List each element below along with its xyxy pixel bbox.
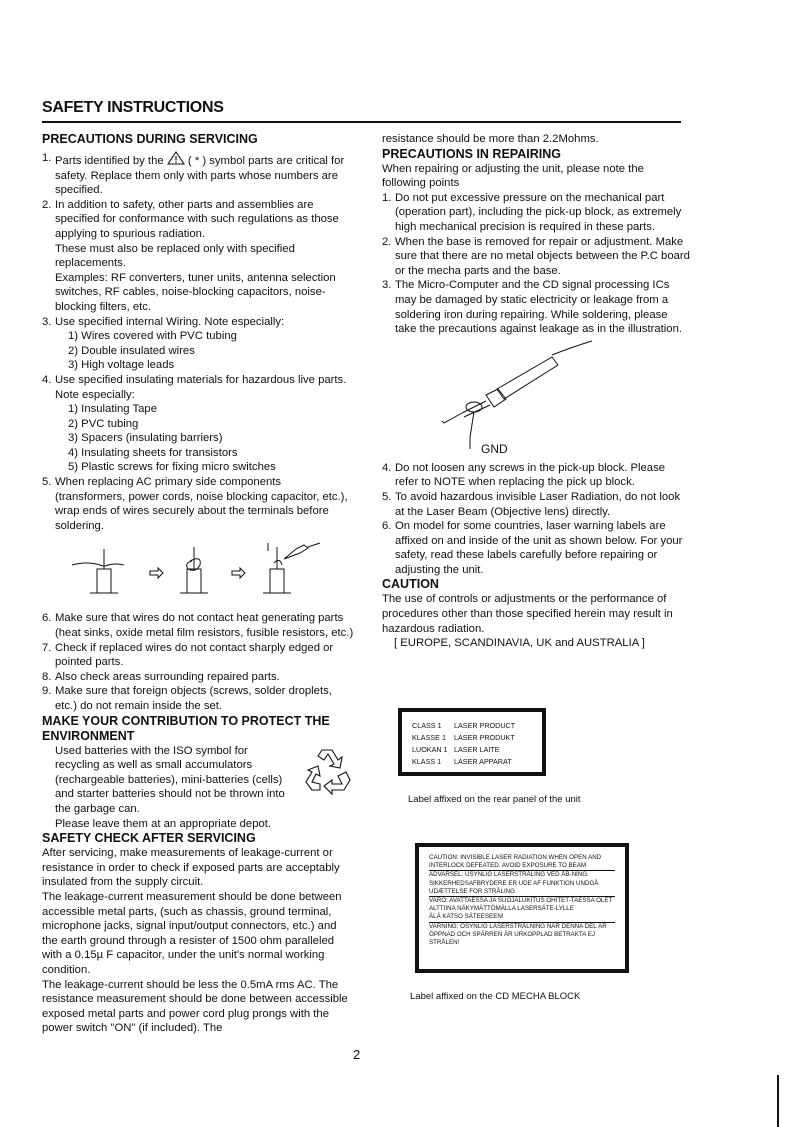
label2-caption: Label affixed on the CD MECHA BLOCK bbox=[410, 991, 581, 1002]
page-number: 2 bbox=[353, 1047, 361, 1062]
servicing-item-6: 6. Make sure that wires do not contact heat generating parts (heat sinks, oxide metal film resistors, fusible resistors, etc.) bbox=[42, 612, 354, 640]
repair-item-5: 5. To avoid hazardous invisible Laser Radiation, do not look at the Laser Beam (Objective lens) directly. bbox=[382, 490, 681, 518]
servicing-item-1: 1. Parts identified by the ( * ) symbol parts are critical for safety. Replace them only with parts whose numbers are specified. bbox=[42, 152, 345, 197]
label1-caption: Label affixed on the rear panel of the unit bbox=[408, 794, 581, 805]
left-column: PRECAUTIONS DURING SERVICING 1. Parts identified by the ( * ) symbol parts are critical for safety. Replace them only with parts whose numbers are specified. 2. In addition to safety, other parts and assemblies are specified for conformance with such regulations as those applying to spurious radiation. These must also be replaced only with specified replacements. Examples: RF converters, tuner units, antenna selection switches, RF cables, noise-blocking capacitors, noise-blocking filters, etc. 3. Use specified internal Wiring. Note especially: 1) Wires covered with PVC tubing 2) Double insulated wires 3) High voltage leads 4. Use specified insulating materials for hazardous live parts. Note especially: 1) Insulating Tape 2) PVC tubing 3) Spacers (insulating barriers) 4) Insulating sheets for transistors 5) Plastic screws for fixing micro switches 5. When replacing AC primary side components (transformers, power cords, noise blocking capacitor, etc.), wrap ends of wires securely about the terminals before soldering. 6. Make sure that wires do not contact heat generating parts (heat sinks, oxide metal film resistors, fusible resistors, etc.) 7. Check if replaced wires do not contact sharply edged or pointed parts. 8. Also check areas surrounding repaired parts. 9. Make sure that foreign objects (screws, solder droplets, etc.) do not remain inside the set. MAKE YOUR CONTRIBUTION TO PROTECT THE ENVIRONMENT Used batteries with the ISO symbol for recycling as well as small accumulators (rechargeable batteries), mini-batteries (cells) and starter batteries should not be thrown into the garbage can. Please leave them at an appropriate depot. SAFETY CHECK AFTER SERVICING After servicing, make measurements of leakage-current or resistance in order to check if exposed parts are acceptably insulated from the supply circuit. The leakage-current measurement should be done between accessible metal parts, (such as chassis, ground terminal, microphone jacks, signal input/output connectors, etc.) and the earth ground through a resister of 1500 ohm paralleled with a 0.15µ F capacitor, under the unit's normal working condition. The leakage-current should be less the 0.5mA rms AC. The resistance measurement should be done between accessible exposed metal parts and power cord plug prongs with the power switch "ON" (if included). The bbox=[42, 132, 354, 1035]
repair-item-3: 3. The Micro-Computer and the CD signal processing ICs may be damaged by static electricity or leakage from a soldering iron during repairing. While soldering, please take the precautions against leakage as in the illustration. bbox=[382, 279, 682, 336]
wire-wrapping-illustration bbox=[42, 541, 354, 601]
servicing-item-5: 5. When replacing AC primary side components (transformers, power cords, noise blocking capacitor, etc.), wrap ends of wires securely about the terminals before soldering. bbox=[42, 476, 348, 532]
title-rule bbox=[42, 121, 681, 123]
servicing-item-4: 4. Use specified insulating materials for hazardous live parts. Note especially: 1) Insulating Tape 2) PVC tubing 3) Spacers (insulating barriers) 4) Insulating sheets for transistors 5) Plastic screws for fixing micro switches bbox=[42, 373, 347, 474]
servicing-item-7: 7. Check if replaced wires do not contact sharply edged or pointed parts. bbox=[42, 641, 334, 669]
margin-mark bbox=[777, 1075, 779, 1127]
label-row: KLASSE 1 LASER PRODUKT bbox=[412, 733, 515, 742]
label-row: KLASS 1 LASER APPARAT bbox=[412, 757, 512, 766]
laser-class-label bbox=[398, 708, 546, 776]
gnd-label: GND bbox=[481, 441, 508, 456]
servicing-item-3: 3. Use specified internal Wiring. Note especially: 1) Wires covered with PVC tubing 2) Double insulated wires 3) High voltage leads bbox=[42, 315, 285, 372]
repair-item-4: 4. Do not loosen any screws in the pick-up block. Please refer to NOTE when replacing the pick up block. bbox=[382, 461, 666, 489]
page-title: SAFETY INSTRUCTIONS bbox=[42, 99, 224, 116]
heading-servicing: PRECAUTIONS DURING SERVICING bbox=[42, 132, 258, 146]
right-column: resistance should be more than 2.2Mohms. PRECAUTIONS IN REPAIRING When repairing or adjusting the unit, please note the following points 1. Do not put excessive pressure on the mechanical part (operation part), including the pick-up block, as extremely high mechanical precision is required in these parts. 2. When the base is removed for repair or adjustment. Make sure that there are no metal objects between the P.C board or the mecha parts and the base. 3. The Micro-Computer and the CD signal processing ICs may be damaged by static electricity or leakage from a soldering iron during repairing. While soldering, please take the precautions against leakage as in the illustration. GND 4. Do not loosen any screws in the pick-up block. Please refer to NOTE when replacing the pick up block. 5. To avoid hazardous invisible Laser Radiation, do not look at the Laser Beam (Objective lens) directly. 6. On model for some countries, laser warning labels are affixed on and inside of the unit as shown below. For your safety, read these labels carefully before repairing or adjusting the unit. CAUTION The use of controls or adjustments or the performance of procedures other than those specified herein may result in hazardous radiation. [ EUROPE, SCANDINAVIA, UK and AUSTRALIA ] bbox=[382, 133, 690, 650]
repair-item-6: 6. On model for some countries, laser warning labels are affixed on and inside of the unit as shown below. For your safety, read these labels carefully before repairing or adjusting the unit. bbox=[382, 520, 683, 576]
heading-safety-check: SAFETY CHECK AFTER SERVICING bbox=[42, 831, 256, 846]
servicing-item-9: 9. Make sure that foreign objects (screws, solder droplets, etc.) do not remain inside the set. bbox=[42, 685, 332, 712]
regions-note: [ EUROPE, SCANDINAVIA, UK and AUSTRALIA ] bbox=[394, 637, 645, 650]
heading-environment: MAKE YOUR CONTRIBUTION TO PROTECT THE ENVIRONMENT bbox=[42, 713, 330, 743]
recycle-icon bbox=[302, 744, 354, 796]
laser-caution-label: CAUTION: INVISIBLE LASER RADIATION WHEN OPEN AND INTERLOCK DEFEATED. AVOID EXPOSURE TO BEAM ADVARSEL: USYNLIG LASERSTRÅLING VED ÅB-NING. SIKKERHEDSAFBRYDERE ER UDE AF FUNKTION UNDGÅ UDÆTTELSE FOR STRÅLING VARO: AVATTAESSA JA SUOJALUKITUS OHITET-TAESSA OLET ALTTIINA NÄKYMÄTTÖMÄLLA LASERSÄTE-LYLLE ÄLÄ KATSO SÄTEESEEN! VARNING: OSYNLIG LASERSTRÅLNING NÄR DENNA DEL ÄR ÖPPNAD OCH SPÄRREN ÄR URKOPPLAD BETRAKTA EJ STRÅLEN! bbox=[415, 843, 629, 973]
repair-item-2: 2. When the base is removed for repair or adjustment. Make sure that there are no metal objects between the P.C board or the mecha parts and the base. bbox=[382, 235, 690, 277]
heading-repairing: PRECAUTIONS IN REPAIRING bbox=[382, 146, 561, 161]
servicing-item-8: 8. Also check areas surrounding repaired parts. bbox=[42, 670, 280, 683]
repair-item-1: 1. Do not put excessive pressure on the mechanical part (operation part), including the pick-up block, as extremely high mechanical precision is required in these parts. bbox=[382, 191, 682, 233]
environment-block: Used batteries with the ISO symbol for recycling as well as small accumulators (rechargeable batteries), mini-batteries (cells) and starter batteries should not be thrown into the garbage can. Please leave them at an appropriate depot. bbox=[42, 744, 354, 832]
warning-triangle-icon bbox=[167, 151, 185, 165]
soldering-iron-illustration bbox=[382, 337, 690, 457]
label-row: CLASS 1 LASER PRODUCT bbox=[412, 721, 516, 730]
label-row: LUOKAN 1 LASER LAITE bbox=[412, 745, 500, 754]
servicing-item-2: 2. In addition to safety, other parts and assemblies are specified for conformance with such regulations as those applying to spurious radiation. These must also be replaced only with specified replacements. Examples: RF converters, tuner units, antenna selection switches, RF cables, noise-blocking capacitors, noise-blocking filters, etc. bbox=[42, 198, 339, 313]
heading-caution: CAUTION bbox=[382, 577, 439, 592]
